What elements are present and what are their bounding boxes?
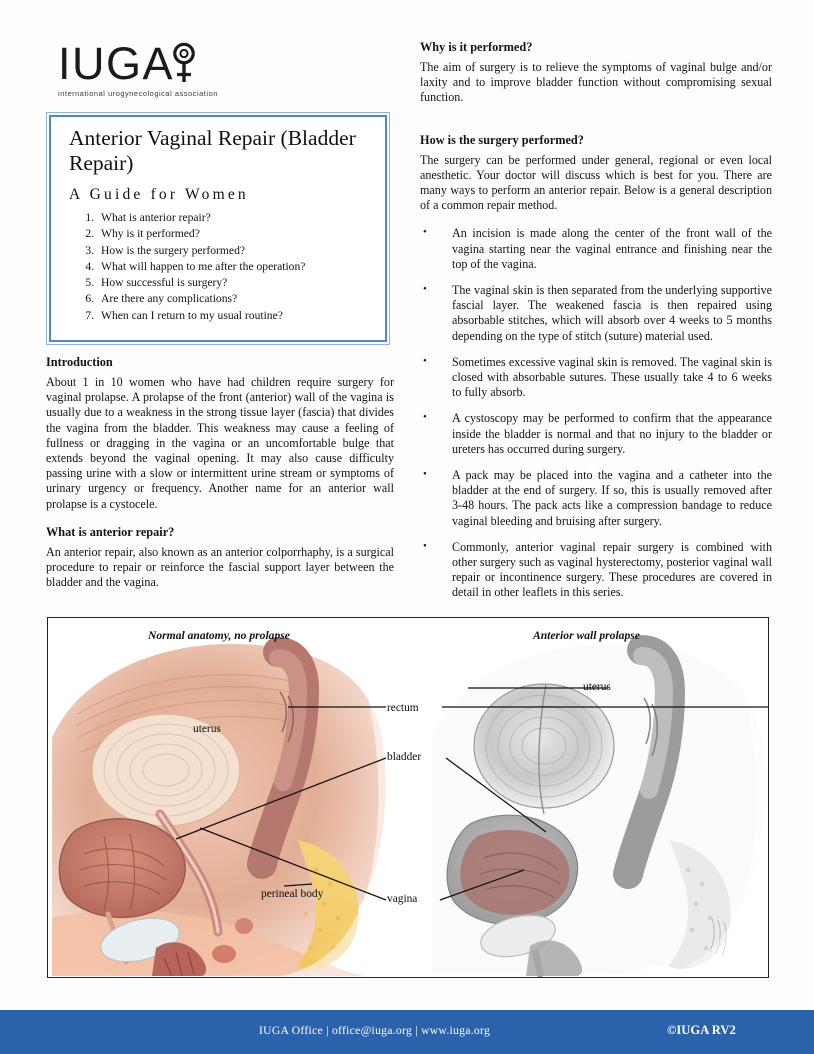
list-item: • The vaginal skin is then separated from the underlying supportive fascial layer. The weakened fascia is then repaired using absorbable stitches, which will absorb over 4 weeks to 5 months depending on the type of stitch (suture) material used. [420, 283, 772, 344]
logo-tagline: international urogynecological association [58, 89, 218, 98]
what-is-anterior-repair-text: An anterior repair, also known as an anterior colporrhaphy, is a surgical procedure to repair or reinforce the fascial support layer between the bladder and the vagina. [46, 544, 394, 590]
page-title: Anterior Vaginal Repair (Bladder Repair) [69, 126, 356, 175]
table-of-contents [69, 210, 369, 324]
toc-item: 7. When can I return to my usual routine? [97, 308, 369, 324]
list-item: • A cystoscopy may be performed to confirm that the appearance inside the bladder is normal and that no injury to the bladder or ureters has occurred during surgery. [420, 411, 772, 457]
toc-item: 5. How successful is surgery? [97, 275, 369, 291]
toc-item: 6. Are there any complications? [97, 291, 369, 307]
page-subtitle: A Guide for Women [69, 186, 249, 203]
anatomy-figure-panel [47, 617, 769, 978]
surgery-steps-list [420, 226, 772, 600]
toc-item: 1. What is anterior repair? [97, 210, 369, 226]
normal-anatomy-art [52, 644, 396, 976]
title-box [46, 112, 390, 345]
why-performed-text: The aim of surgery is to relieve the symptoms of vaginal bulge and/or laxity and to improve bladder function without compromising sexual function. [420, 60, 772, 105]
label-perineal-body: perineal body [261, 888, 324, 900]
label-bladder: bladder [387, 751, 422, 763]
what-is-anterior-repair-heading: What is anterior repair? [46, 524, 175, 539]
left-column [46, 355, 394, 603]
list-item: • Sometimes excessive vaginal skin is removed. The vaginal skin is closed with absorbable sutures. These usually take 4 to 6 weeks to fully absorb. [420, 355, 772, 401]
list-item: • An incision is made along the center of the front wall of the vagina starting near the vaginal entrance and finishing near the top of the vagina. [420, 226, 772, 272]
title-box-inner [49, 115, 387, 342]
introduction-heading: Introduction [46, 355, 113, 369]
venus-symbol-icon [171, 42, 197, 86]
right-column [420, 40, 772, 612]
logo-row [58, 38, 288, 89]
label-uterus-right: uterus [583, 681, 611, 693]
anatomy-illustration [48, 618, 768, 977]
footer-bar [0, 1010, 814, 1054]
introduction-text: About 1 in 10 women who have had children require surgery for vaginal prolapse. A prolapse of the front (anterior) wall of the vagina is usually due to a weakness in the strong tissue layer (fascia) that divides the vagina from the bladder. This weakness may cause a feeling of fullness or dragging in the vagina or an uncomfortable bulge that extends beyond the vaginal opening. It may also cause difficulty passing urine with a slow or intermittent urine stream or symptoms of urinary urgency or frequency. Another name for an anterior wall prolapse is a cystocele. [46, 375, 394, 511]
how-performed-text: The surgery can be performed under general, regional or even local anesthetic. Your doctor will discuss which is best for you. There are many ways to perform an anterior repair. Below is a general description of a common repair method. [420, 152, 772, 213]
figure-caption-left: Normal anatomy, no prolapse [148, 629, 290, 642]
toc-item: 3. How is the surgery performed? [97, 243, 369, 259]
figure-caption-right: Anterior wall prolapse [533, 629, 640, 642]
toc-item: 4. What will happen to me after the operation? [97, 259, 369, 275]
logo-wordmark: IUGA [58, 38, 175, 89]
prolapse-anatomy-art [432, 644, 768, 976]
toc-item: 2. Why is it performed? [97, 226, 369, 242]
label-rectum: rectum [387, 702, 419, 714]
list-item: • Commonly, anterior vaginal repair surgery is combined with other surgery such as vaginal hysterectomy, posterior vaginal wall repair or incontinence surgery. These procedures are covered in detail in other leaflets in this series. [420, 540, 772, 601]
how-performed-heading: How is the surgery performed? [420, 132, 584, 147]
label-uterus-left: uterus [193, 723, 221, 735]
list-item: • A pack may be placed into the vagina and a catheter into the bladder at the end of surgery. If so, this is usually removed after 3-48 hours. The pack acts like a compression bandage to reduce vaginal bleeding and bruising after surgery. [420, 468, 772, 529]
footer-contact-text: IUGA Office | office@iuga.org | www.iuga.org [259, 1024, 491, 1037]
why-performed-heading: Why is it performed? [420, 40, 533, 54]
section-spacer [420, 119, 772, 133]
iuga-logo [58, 40, 288, 98]
footer-copyright: ©IUGA RV2 [667, 1023, 736, 1037]
label-vagina: vagina [387, 893, 418, 905]
